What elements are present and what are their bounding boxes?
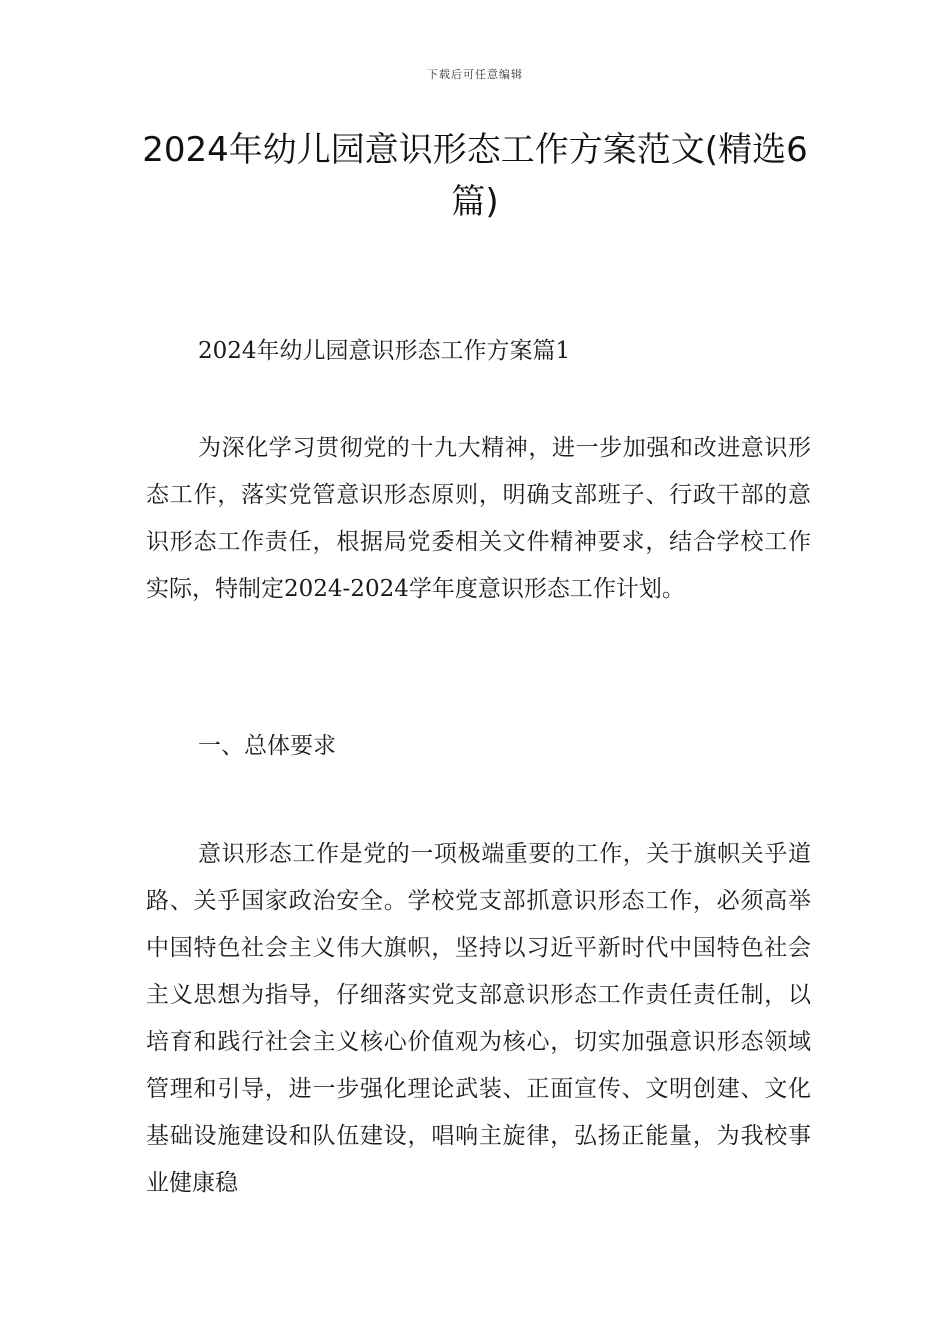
header-note: 下载后可任意编辑 [427, 68, 523, 81]
paragraph-body: 意识形态工作是党的一项极端重要的工作，关于旗帜关乎道路、关乎国家政治安全。学校党支部抓意识形态工作，必须高举中国特色社会主义伟大旗帜，坚持以习近平新时代中国特色社会主义思想为指导，仔细落实党支部意识形态工作责任责任制，以培育和践行社会主义核心价值观为核心，切实加强意识形态领域管理和引导，进一步强化理论武装、正面宣传、文明创建、文化基础设施建设和队伍建设，唱响主旋律，弘扬正能量，为我校事业健康稳 [146, 841, 811, 1196]
paragraph-intro: 为深化学习贯彻党的十九大精神，进一步加强和改进意识形态工作，落实党管意识形态原则，明确支部班子、行政干部的意识形态工作责任，根据局党委相关文件精神要求，结合学校工作实际，特制定2024-2024学年度意识形态工作计划。 [146, 435, 811, 602]
document-title: 2024年幼儿园意识形态工作方案范文(精选6篇) [142, 130, 808, 222]
section-subtitle: 2024年幼儿园意识形态工作方案篇1 [198, 338, 571, 364]
section-heading: 一、总体要求 [198, 733, 336, 759]
